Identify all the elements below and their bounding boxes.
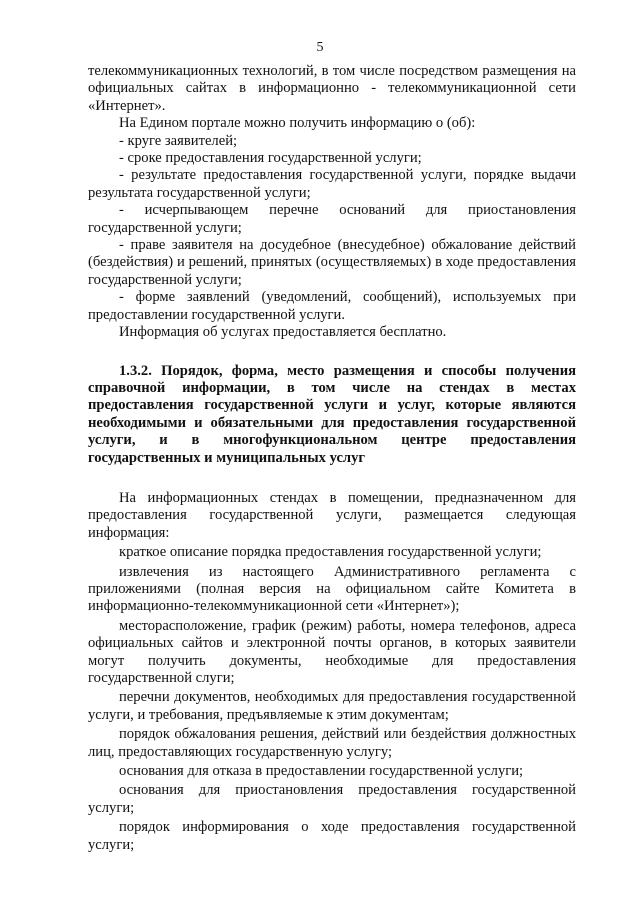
- stand-info-item: порядок обжалования решения, действий или бездействия должностных лиц, предоставляющих государственную услугу;: [88, 726, 576, 760]
- stand-info-item: основания для приостановления предоставления государственной услуги;: [88, 782, 576, 816]
- portal-item: - форме заявлений (уведомлений, сообщений), используемых при предоставлении государственной услуги.: [88, 289, 576, 323]
- portal-item: - результате предоставления государственной услуги, порядке выдачи результата государственной услуги;: [88, 167, 576, 201]
- stand-info-item: основания для отказа в предоставлении государственной услуги;: [119, 763, 524, 780]
- stand-info-item: порядок информирования о ходе предоставления государственной услуги;: [88, 819, 576, 853]
- stand-info-item: месторасположение, график (режим) работы, номера телефонов, адреса официальных сайтов и электронной почты органов, в которых заявители могут получить документы, необходимые для предоставления государственной слуги;: [88, 617, 576, 686]
- section-lead: На информационных стендах в помещении, предназначенном для предоставления государственной услуги, размещается следующая информация:: [88, 489, 576, 541]
- portal-item: - праве заявителя на досудебное (внесудебное) обжалование действий (бездействия) и решений, принятых (осуществляемых) в ходе предоставления государственной услуги;: [88, 237, 576, 288]
- portal-item: - круге заявителей;: [119, 132, 238, 149]
- free-of-charge-note: Информация об услугах предоставляется бесплатно.: [119, 324, 447, 341]
- portal-item: - сроке предоставления государственной услуги;: [119, 150, 422, 167]
- stand-info-item: перечни документов, необходимых для предоставления государственной услуги, и требования, предъявляемые к этим документам;: [88, 689, 576, 723]
- stand-info-item: краткое описание порядка предоставления государственной услуги;: [119, 544, 542, 561]
- stand-info-item: извлечения из настоящего Административного регламента с приложениями (полная версия на официальном сайте Комитета в информационно-телекоммуникационной сети «Интернет»);: [88, 563, 576, 615]
- section-heading: 1.3.2. Порядок, форма, место размещения и способы получения справочной информации, в том числе на стендах в местах предоставления государственной услуги и услуг, которые являются необходимыми и обязательными для предоставления государственной услуги, и в многофункциональном центре предоставления государственных и муниципальных услуг: [88, 362, 576, 466]
- portal-lead: На Едином портале можно получить информацию о (об):: [119, 115, 476, 132]
- page-number: 5: [316, 40, 324, 55]
- portal-item: - исчерпывающем перечне оснований для приостановления государственной услуги;: [88, 202, 576, 236]
- intro-continuation: телекоммуникационных технологий, в том числе посредством размещения на официальных сайтах в информационно - телекоммуникационной сети «Интернет».: [88, 63, 576, 114]
- document-body: [88, 63, 576, 854]
